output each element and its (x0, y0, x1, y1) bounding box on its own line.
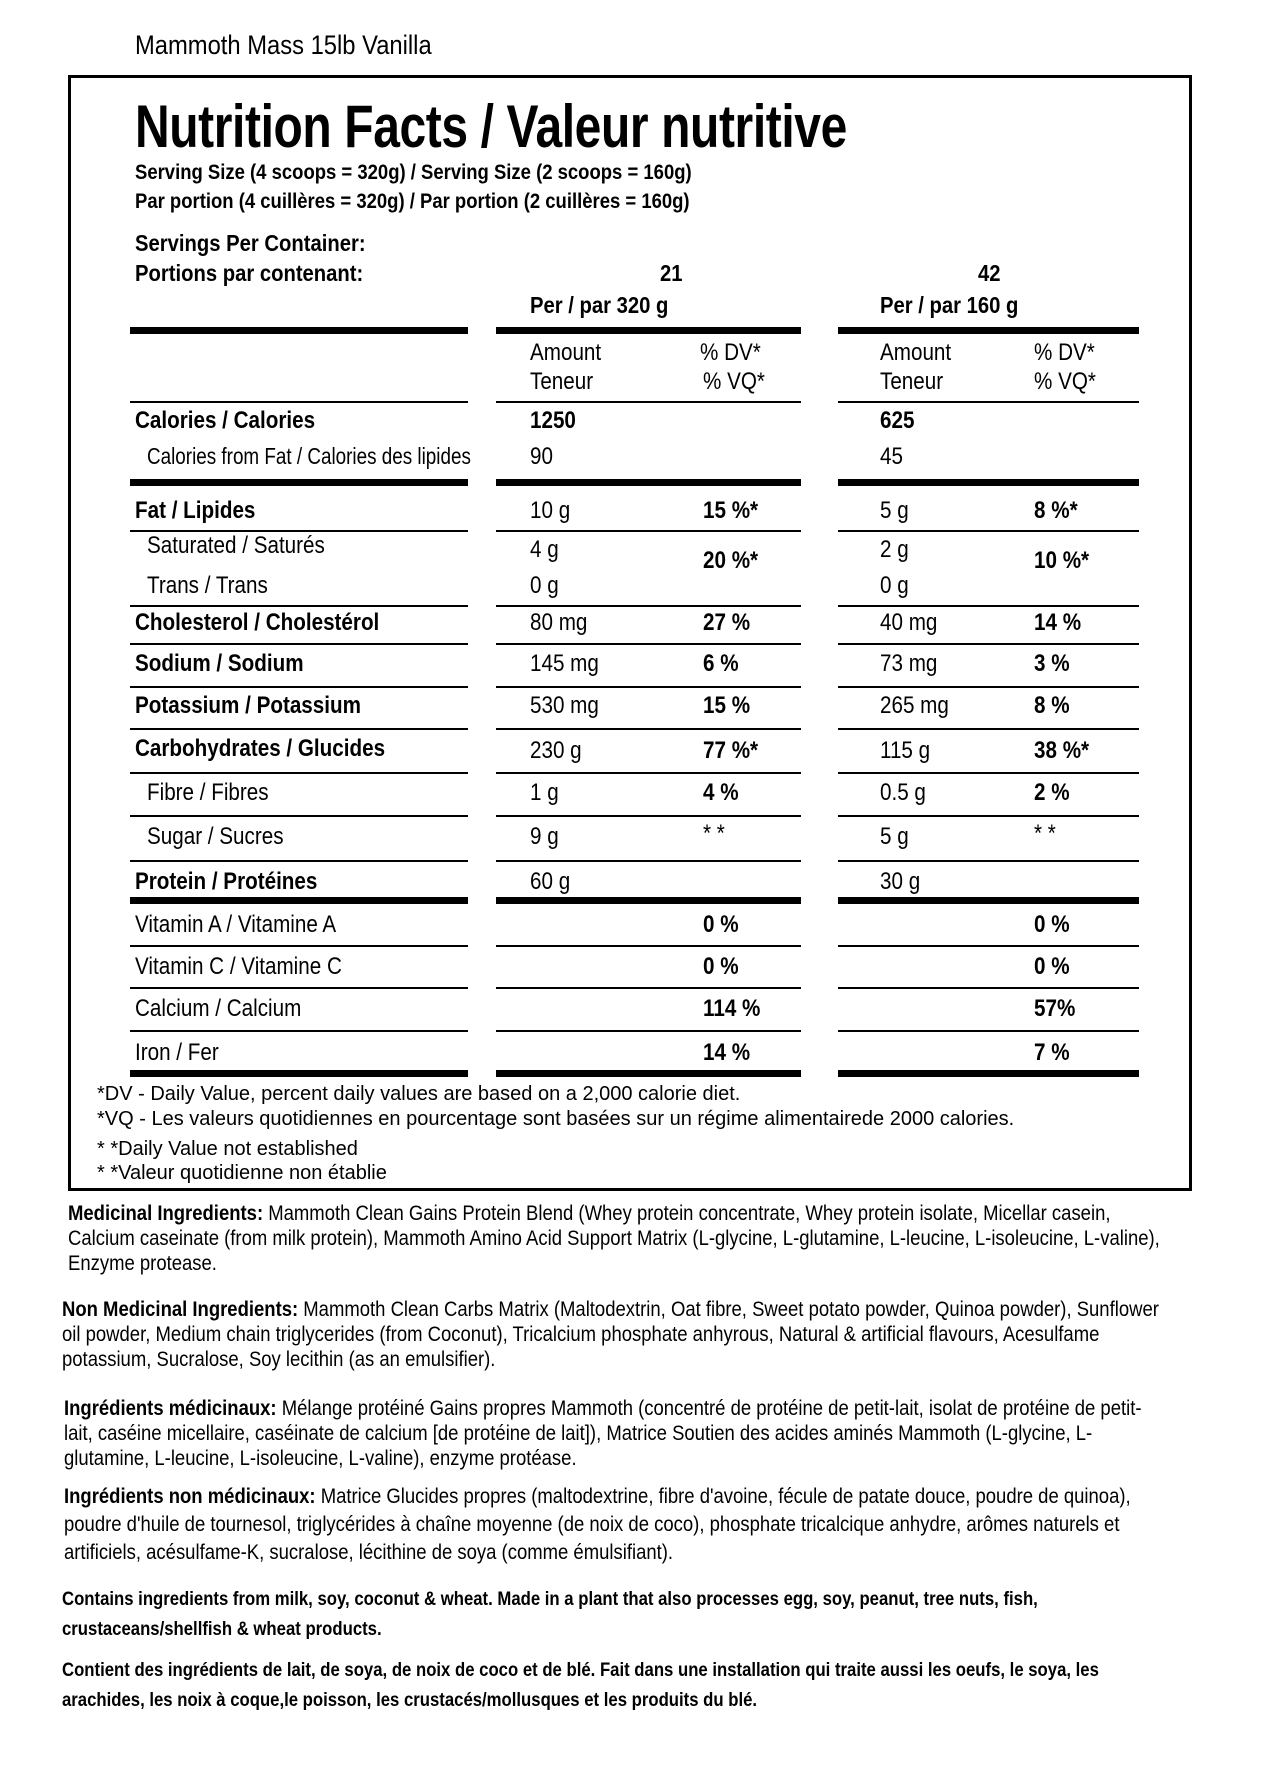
rule-thin (496, 1030, 801, 1032)
section-text: Matrice Glucides propres (maltodextrine, fibre d'avoine, fécule de patate douce, poudre de quinoa), poudre d'huile de tournesol, triglycérides à chaîne moyenne (de noix de coco), phosphate tricalcique anhydre, arômes naturels et artificiels, acésulfame-K, sucralose, lécithine de soya (comme émulsifiant). (64, 1485, 1131, 1564)
row-amount-1: 10 g (530, 497, 571, 524)
rule-thin (838, 643, 1139, 645)
row-label: Carbohydrates / Glucides (135, 735, 386, 762)
row-dv-1: 6 % (703, 650, 739, 677)
rule-thin (130, 686, 468, 688)
row-dv-1: * * (703, 820, 725, 847)
rule-thin (838, 772, 1139, 774)
row-dv-2: 8 %* (1034, 497, 1078, 524)
footnote-ne-fr: * *Valeur quotidienne non établie (97, 1162, 387, 1184)
serving-size-en: Serving Size (4 scoops = 320g) / Serving Size (2 scoops = 160g) (135, 161, 692, 184)
row-dv-1: 20 %* (703, 547, 759, 574)
rule-thin (496, 772, 801, 774)
row-label: Calories / Calories (135, 407, 316, 434)
rule-thick (130, 479, 468, 486)
vq-header-1: % VQ* (703, 368, 765, 395)
rule-thick (130, 327, 468, 334)
rule-thin (496, 605, 801, 607)
row-amount-2: 40 mg (880, 609, 938, 636)
row-amount-2: 0.5 g (880, 779, 926, 806)
row-amount-1: 60 g (530, 868, 571, 895)
dv-header-1: % DV* (700, 339, 761, 366)
row-label: Vitamin A / Vitamine A (135, 911, 337, 938)
rule-thin (496, 530, 801, 532)
row-amount-2: 625 (880, 407, 915, 434)
row-label: Vitamin C / Vitamine C (135, 953, 342, 980)
rule-thin (130, 945, 468, 947)
row-amount-1: 230 g (530, 737, 582, 764)
rule-thin (838, 945, 1139, 947)
row-dv-1: 27 % (703, 609, 751, 636)
row-label: Sugar / Sucres (147, 823, 284, 850)
teneur-header-1: Teneur (530, 368, 594, 395)
panel-title: Nutrition Facts / Valeur nutritive (135, 93, 847, 160)
section-label: Ingrédients médicinaux: (64, 1397, 277, 1420)
rule-thin (496, 686, 801, 688)
amount-header-1: Amount (530, 339, 602, 366)
section-label: Non Medicinal Ingredients: (62, 1298, 299, 1321)
allergen-statement-en: Contains ingredients from milk, soy, coconut & wheat. Made in a plant that also processes egg, soy, peanut, tree nuts, fish, crustaceans/shellfish & wheat products. (62, 1589, 1038, 1640)
row-dv-1: 4 % (703, 779, 739, 806)
servings-label-en: Servings Per Container: (135, 230, 366, 256)
row-label: Potassium / Potassium (135, 692, 361, 719)
row-label: Saturated / Saturés (147, 532, 325, 559)
row-amount-1: 145 mg (530, 650, 599, 677)
row-label: Iron / Fer (135, 1039, 219, 1066)
rule-thick (838, 1070, 1139, 1077)
medicinal-ingredients-en (68, 1201, 1168, 1276)
rule-thin (496, 945, 801, 947)
product-name: Mammoth Mass 15lb Vanilla (135, 30, 432, 60)
row-label: Protein / Protéines (135, 868, 318, 895)
rule-thin (838, 686, 1139, 688)
section-label: Medicinal Ingredients: (68, 1202, 264, 1225)
rule-thin (130, 728, 468, 730)
rule-thick (838, 327, 1139, 334)
row-label: Calcium / Calcium (135, 995, 302, 1022)
nonmedicinal-ingredients-fr (64, 1483, 1164, 1567)
row-dv-1: 0 % (703, 911, 739, 938)
row-amount-1: 0 g (530, 572, 559, 599)
rule-thin (838, 860, 1139, 862)
rule-thick (130, 1070, 468, 1077)
teneur-header-2: Teneur (880, 368, 944, 395)
rule-thin (838, 728, 1139, 730)
servings-count-2: 42 (978, 260, 1001, 286)
row-dv-2: 57% (1034, 995, 1076, 1022)
rule-thin (496, 728, 801, 730)
section-label: Ingrédients non médicinaux: (64, 1485, 316, 1508)
rule-thick (496, 479, 801, 486)
rule-thick (496, 1070, 801, 1077)
rule-thin (130, 860, 468, 862)
row-dv-1: 114 % (703, 995, 761, 1022)
rule-thin (130, 401, 468, 403)
row-dv-2: 8 % (1034, 692, 1070, 719)
row-amount-1: 4 g (530, 536, 559, 563)
rule-thin (496, 987, 801, 989)
row-dv-2: 10 %* (1034, 547, 1090, 574)
row-amount-2: 73 mg (880, 650, 938, 677)
row-amount-1: 530 mg (530, 692, 599, 719)
rule-thin (130, 605, 468, 607)
dv-header-2: % DV* (1034, 339, 1095, 366)
row-label: Trans / Trans (147, 572, 268, 599)
medicinal-ingredients-fr (64, 1396, 1164, 1471)
nonmedicinal-ingredients-en (62, 1297, 1162, 1372)
section-text: Mammoth Clean Gains Protein Blend (Whey protein concentrate, Whey protein isolate, Micellar casein, Calcium caseinate (from milk protein), Mammoth Amino Acid Support Matrix (L-glycine, L-glutamine, L-leucine, L-isoleucine, L-valine), Enzyme protease. (68, 1202, 1160, 1275)
row-amount-1: 1 g (530, 779, 559, 806)
rule-thin (838, 987, 1139, 989)
rule-thin (838, 401, 1139, 403)
footnote-dv-en: *DV - Daily Value, percent daily values are based on a 2,000 calorie diet. (97, 1083, 741, 1105)
row-amount-1: 80 mg (530, 609, 588, 636)
row-amount-1: 90 (530, 443, 553, 470)
row-dv-1: 0 % (703, 953, 739, 980)
rule-thick (130, 897, 468, 904)
rule-thin (838, 1030, 1139, 1032)
row-amount-1: 9 g (530, 823, 559, 850)
row-dv-2: 7 % (1034, 1039, 1070, 1066)
row-label: Fibre / Fibres (147, 779, 269, 806)
row-dv-2: 14 % (1034, 609, 1082, 636)
row-dv-2: 0 % (1034, 911, 1070, 938)
row-amount-2: 30 g (880, 868, 921, 895)
row-label: Sodium / Sodium (135, 650, 304, 677)
row-label: Fat / Lipides (135, 497, 256, 524)
rule-thin (838, 605, 1139, 607)
footnote-ne-en: * *Daily Value not established (97, 1138, 358, 1160)
row-amount-2: 45 (880, 443, 903, 470)
rule-thick (838, 479, 1139, 486)
servings-label-fr: Portions par contenant: (135, 260, 364, 286)
row-dv-2: * * (1034, 820, 1056, 847)
rule-thick (496, 327, 801, 334)
per-serving-2: Per / par 160 g (880, 292, 1019, 318)
servings-count-1: 21 (660, 260, 683, 286)
row-dv-2: 3 % (1034, 650, 1070, 677)
rule-thin (496, 815, 801, 817)
vq-header-2: % VQ* (1034, 368, 1096, 395)
rule-thin (130, 1030, 468, 1032)
row-amount-2: 5 g (880, 823, 909, 850)
section-text: Mélange protéiné Gains propres Mammoth (concentré de protéine de petit-lait, isolat de protéine de petit-lait, caséine micellaire, caséinate de calcium [de protéine de lait]), Matrice Soutien des acides aminés Mammoth (L-glycine, L-glutamine, L-leucine, L-isoleucine, L-valine), enzyme protéase. (64, 1397, 1142, 1470)
amount-header-2: Amount (880, 339, 952, 366)
row-amount-2: 115 g (880, 737, 931, 764)
rule-thin (130, 772, 468, 774)
row-amount-2: 265 mg (880, 692, 949, 719)
rule-thin (130, 643, 468, 645)
rule-thin (496, 401, 801, 403)
row-dv-2: 2 % (1034, 779, 1070, 806)
row-dv-1: 77 %* (703, 737, 759, 764)
rule-thin (496, 860, 801, 862)
row-dv-1: 15 % (703, 692, 751, 719)
row-label: Cholesterol / Cholestérol (135, 609, 380, 636)
footnote-dv-fr: *VQ - Les valeurs quotidiennes en pourcentage sont basées sur un régime alimentairede 2000 calories. (97, 1108, 1015, 1130)
per-serving-1: Per / par 320 g (530, 292, 669, 318)
section-text: Mammoth Clean Carbs Matrix (Maltodextrin, Oat fibre, Sweet potato powder, Quinoa powder), Sunflower oil powder, Medium chain triglycerides (from Coconut), Tricalcium phosphate anhyrous, Natural & artificial flavours, Acesulfame potassium, Sucralose, Soy lecithin (as an emulsifier). (62, 1298, 1159, 1371)
row-amount-2: 0 g (880, 572, 909, 599)
rule-thin (130, 815, 468, 817)
row-dv-1: 14 % (703, 1039, 751, 1066)
rule-thin (838, 815, 1139, 817)
row-label: Calories from Fat / Calories des lipides (147, 443, 471, 469)
row-amount-1: 1250 (530, 407, 576, 434)
allergen-statement-fr: Contient des ingrédients de lait, de soya, de noix de coco et de blé. Fait dans une installation qui traite aussi les oeufs, le soya, les arachides, les noix à coque,le poisson, les crustacés/mollusques et les produits du blé. (62, 1660, 1099, 1711)
row-amount-2: 5 g (880, 497, 909, 524)
rule-thin (838, 530, 1139, 532)
rule-thick (496, 897, 801, 904)
rule-thin (130, 987, 468, 989)
row-amount-2: 2 g (880, 536, 909, 563)
rule-thick (838, 897, 1139, 904)
row-dv-2: 38 %* (1034, 737, 1090, 764)
serving-size-fr: Par portion (4 cuillères = 320g) / Par portion (2 cuillères = 160g) (135, 190, 690, 213)
row-dv-2: 0 % (1034, 953, 1070, 980)
row-dv-1: 15 %* (703, 497, 759, 524)
rule-thin (496, 643, 801, 645)
